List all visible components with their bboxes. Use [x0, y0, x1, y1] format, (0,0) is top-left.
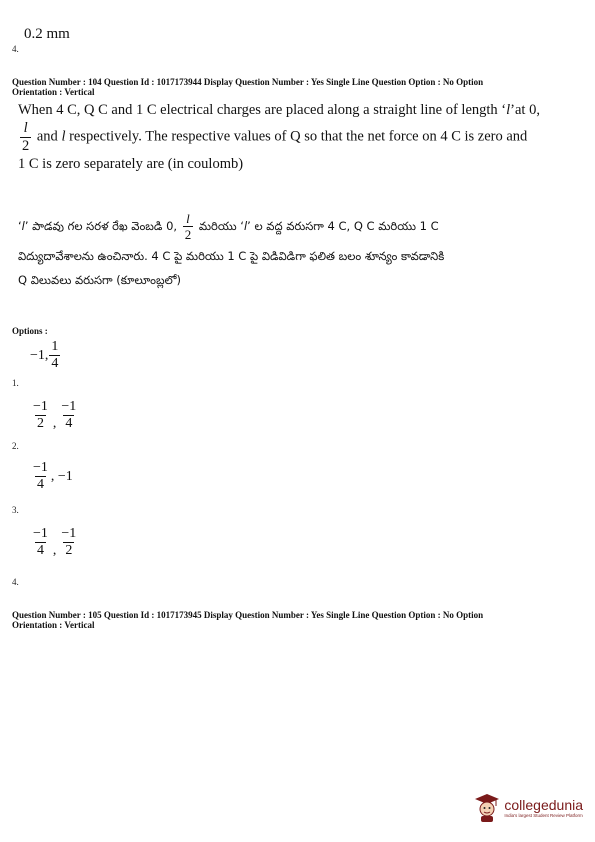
meta-line-1: Question Number : 105 Question Id : 1017173945 Display Question Number : Yes Single Line Question Option : No Option — [12, 610, 484, 620]
logo-wordmark — [504, 797, 583, 818]
question-105-meta — [12, 610, 572, 630]
option-1[interactable]: −1, $\frac{1}{4}$ — [30, 339, 59, 371]
option-4-fraction-a: $\frac{-1}{4}$ — [33, 526, 48, 558]
meta-line-2: Orientation : Vertical — [12, 620, 95, 630]
option-2-number: 2. — [12, 441, 19, 451]
fraction-l-over-2-te: $\frac{l}{2}$ — [184, 211, 192, 242]
logo-name: collegedunia — [504, 796, 583, 813]
option-3-fraction-a: $\frac{-1}{4}$ — [33, 460, 48, 492]
te-line-1: ‘l’ పాడవు గల సరళ రేఖ వెంబడి 0, $\frac{l}{2}$ మరియు ‘l’ ల వద్ద వరుసగా 4 C, Q C మరియు 1 C — [18, 211, 439, 242]
option-1-number: 1. — [12, 378, 19, 388]
en-line-2: $\frac{l}{2}$ and l respectively. The respective values of Q so that the net force on 4 C is zero and — [22, 120, 528, 154]
option-1-fraction: $\frac{1}{4}$ — [51, 339, 59, 371]
meta-line-2: Orientation : Vertical — [12, 87, 95, 97]
te-line-2: విద్యుదావేశాలను ఉంచినారు. 4 C పై మరియు 1 C పై విడివిడిగా ఫలిత బలం శూన్యం కావడానికి — [18, 249, 445, 263]
option-3-number: 3. — [12, 505, 19, 515]
option-2-fraction-b: $\frac{-1}{4}$ — [61, 399, 77, 431]
question-104-meta — [12, 77, 572, 97]
option-2-fraction-a: $\frac{-1}{2}$ — [33, 399, 48, 431]
option-4[interactable]: $\frac{-1}{4}$ , $\frac{-1}{2}$ — [33, 526, 77, 558]
option-4-fraction-b: $\frac{-1}{2}$ — [61, 526, 77, 558]
previous-option-text: 0.2 mm — [24, 26, 70, 42]
option-3[interactable]: $\frac{-1}{4}$ , −1 — [33, 460, 73, 492]
previous-option-number: 4. — [12, 44, 19, 54]
graduate-mascot-icon — [474, 792, 500, 822]
option-4-number: 4. — [12, 577, 19, 587]
collegedunia-logo — [474, 792, 583, 822]
question-104-telugu — [18, 212, 583, 289]
option-2[interactable]: $\frac{-1}{2}$ , $\frac{-1}{4}$ — [33, 399, 77, 431]
logo-tagline: India's largest Student Review Platform — [504, 812, 583, 818]
meta-line-1: Question Number : 104 Question Id : 1017173944 Display Question Number : Yes Single Line Question Option : No Option — [12, 77, 484, 87]
question-104-english — [18, 101, 578, 173]
en-line-1: When 4 C, Q C and 1 C electrical charges are placed along a straight line of length ‘l’at 0, — [18, 102, 540, 118]
fraction-l-over-2: $\frac{l}{2}$ — [22, 120, 30, 154]
te-line-3: Q విలువలు వరుసగా (కూలూంబ్లలో) — [18, 273, 181, 287]
en-line-3: 1 C is zero separately are (in coulomb) — [18, 156, 244, 172]
options-label: Options : — [12, 326, 48, 336]
